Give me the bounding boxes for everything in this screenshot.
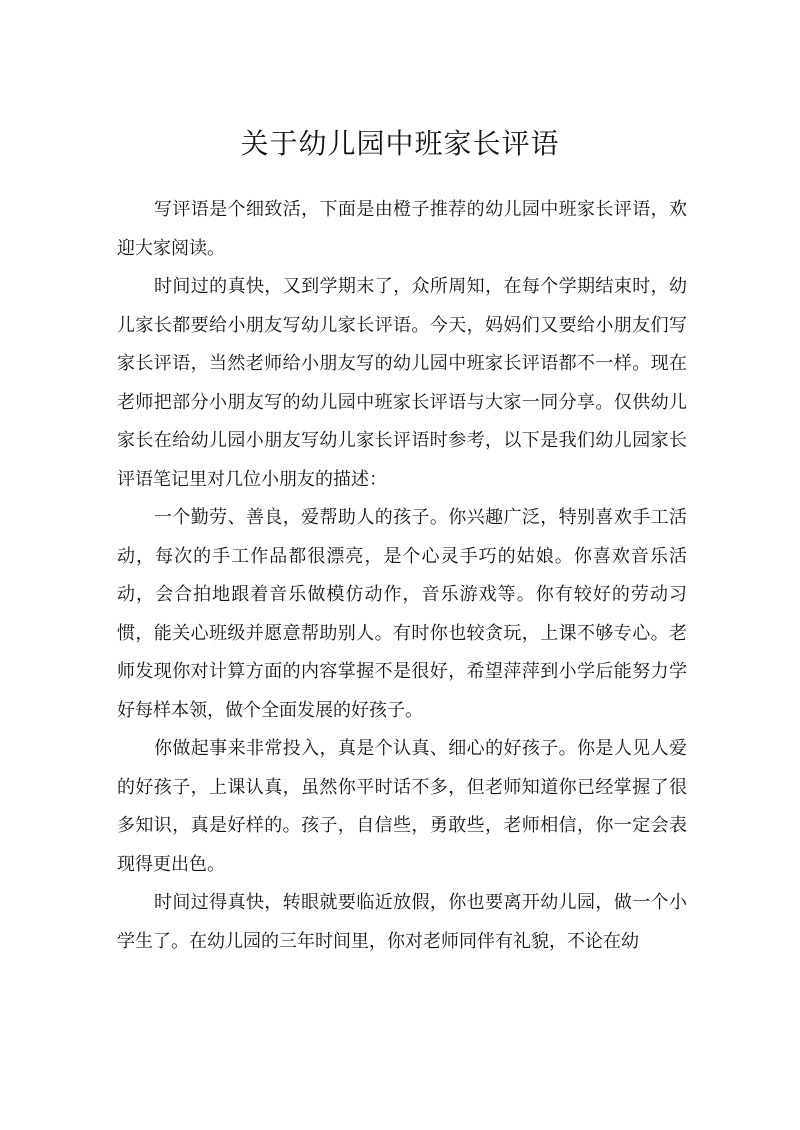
paragraph-comment-2: 你做起事来非常投入，真是个认真、细心的好孩子。你是人见人爱的好孩子，上课认真，虽然你平时话不多，但老师知道你已经掌握了很多知识，真是好样的。孩子，自信些，勇敢些，老师相信，你一定会表现得更出色。 — [117, 738, 687, 875]
paragraph-comment-1: 一个勤劳、善良，爱帮助人的孩子。你兴趣广泛，特别喜欢手工活动，每次的手工作品都很漂亮，是个心灵手巧的姑娘。你喜欢音乐活动，会合拍地跟着音乐做模仿动作，音乐游戏等。你有较好的劳动习惯，能关心班级并愿意帮助别人。有时你也较贪玩，上课不够专心。老师发现你对计算方面的内容掌握不是很好，希望萍萍到小学后能努力学好每样本领，做个全面发展的好孩子。 — [117, 507, 687, 721]
paragraph-intro: 写评语是个细致活，下面是由橙子推荐的幼儿园中班家长评语，欢迎大家阅读。 — [117, 199, 687, 259]
document-body — [117, 191, 687, 961]
paragraph-comment-3: 时间过得真快，转眼就要临近放假，你也要离开幼儿园，做一个小学生了。在幼儿园的三年时间里，你对老师同伴有礼貌，不论在幼 — [117, 892, 687, 952]
paragraph-background: 时间过的真快，又到学期末了，众所周知，在每个学期结束时，幼儿家长都要给小朋友写幼儿家长评语。今天，妈妈们又要给小朋友们写家长评语，当然老师给小朋友写的幼儿园中班家长评语都不一样。现在老师把部分小朋友写的幼儿园中班家长评语与大家一同分享。仅供幼儿家长在给幼儿园小朋友写幼儿家长评语时参考，以下是我们幼儿园家长评语笔记里对几位小朋友的描述： — [117, 276, 687, 490]
document-title: 关于幼儿园中班家长评语 — [240, 127, 560, 160]
